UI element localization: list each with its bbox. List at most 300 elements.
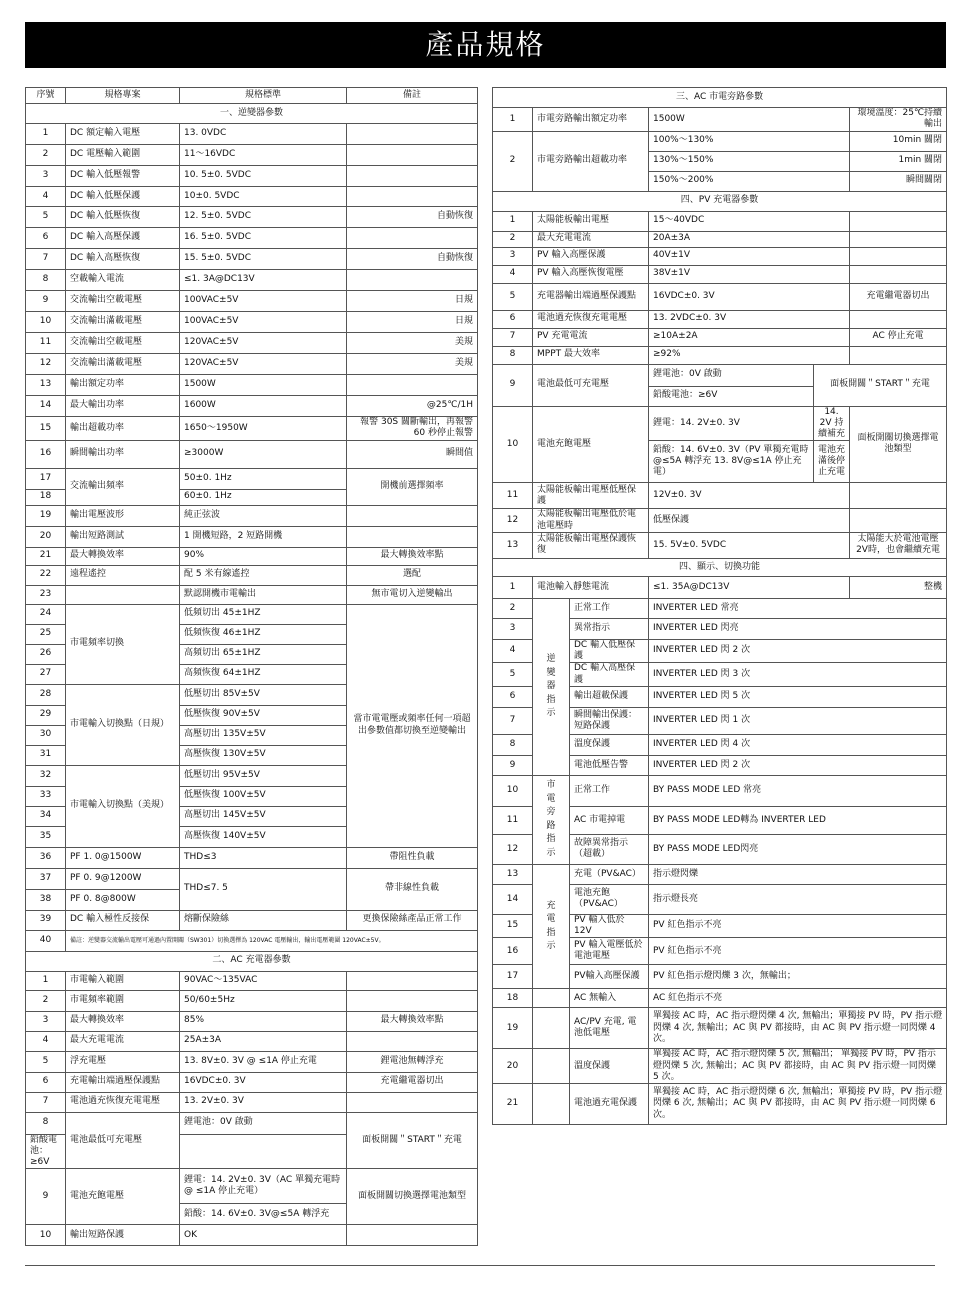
table-row [26, 971, 478, 990]
table-row [26, 1112, 478, 1134]
table-row [493, 131, 947, 151]
table-cell: 20 [493, 1049, 533, 1084]
table-row [26, 951, 478, 971]
table-cell: 高頻切出 65±1HZ [180, 644, 347, 664]
table-cell: 高壓恢復 130V±5V [180, 745, 347, 765]
empty-cell [533, 1008, 570, 1049]
table-cell: 4 [26, 1031, 66, 1051]
table-cell: 配 5 米有線遙控 [180, 565, 347, 585]
table-cell: 32 [26, 765, 66, 786]
table-cell [347, 1031, 478, 1051]
table-cell: PV 紅色指示燈閃爍 3 次，無輸出； [649, 965, 947, 989]
table-cell [347, 228, 478, 249]
table-cell: 16VDC±0. 3V [649, 283, 850, 310]
table-cell: 瞬間關閉 [850, 171, 947, 191]
table-cell: 電池充飽電壓 [66, 1169, 180, 1225]
table-cell: INVERTER LED 閃 2 次 [649, 639, 947, 663]
table-cell: 太陽能大於電池電壓2V時，也會繼續充電 [850, 532, 947, 558]
table-cell: 100%～130% [649, 131, 850, 151]
section-title: 四、PV 充電器參數 [493, 191, 947, 211]
table-cell: 1 [493, 108, 533, 132]
table-row [26, 565, 478, 585]
table-cell: 開機前選擇頻率 [347, 468, 478, 505]
table-cell: 電池最低可充電壓 [533, 364, 649, 406]
table-row [26, 270, 478, 291]
table-cell: THD≤3 [180, 847, 347, 868]
table-cell: 19 [493, 1008, 533, 1049]
table-cell: 2 [26, 990, 66, 1011]
section-title: 三、AC 市電旁路參數 [493, 88, 947, 108]
table-cell: 12 [493, 509, 533, 533]
table-cell: 6 [26, 228, 66, 249]
table-cell: PV 充電電流 [533, 328, 649, 346]
table-row [26, 312, 478, 333]
table-cell: 太陽能板輸出電壓保護恢復 [533, 532, 649, 558]
table-cell: AC 無輸入 [570, 989, 649, 1008]
table-cell: ≥92% [649, 346, 850, 364]
table-row [26, 1051, 478, 1072]
empty-cell [533, 989, 570, 1008]
table-row [26, 124, 478, 145]
table-row [26, 166, 478, 187]
table-row [26, 440, 478, 468]
table-cell: 交流輸出滿載電壓 [66, 354, 180, 375]
table-cell: 遠程遙控 [66, 565, 180, 585]
table-cell: PV 輸入低於 12V [570, 914, 649, 938]
table-cell: 40V±1V [649, 247, 850, 265]
table-cell: 13 [26, 375, 66, 396]
table-cell: ≥10A±2A [649, 328, 850, 346]
table-row [26, 207, 478, 228]
table-cell: DC 輸入低壓恢復 [66, 207, 180, 228]
table-cell: 12 [26, 354, 66, 375]
table-row [493, 88, 947, 108]
table-cell: 10min 關閉 [850, 131, 947, 151]
table-cell: 11 [26, 333, 66, 354]
table-cell: 最大轉換效率點 [347, 1011, 478, 1031]
table-cell: 10 [26, 1225, 66, 1246]
table-cell [347, 187, 478, 207]
table-cell: 低頻恢復 46±1HZ [180, 624, 347, 644]
table-cell [66, 585, 180, 604]
table-cell: 7 [493, 707, 533, 734]
table-cell: 4 [493, 265, 533, 283]
group-label-text: 市電旁路指示 [546, 780, 556, 858]
table-cell: 8 [493, 346, 533, 364]
table-cell: 最大充電電流 [66, 1031, 180, 1051]
table-cell: 33 [26, 786, 66, 806]
table-row [493, 483, 947, 509]
table-cell: 純正弦波 [180, 505, 347, 526]
table-cell: 30 [26, 725, 66, 745]
table-cell: 15 [493, 914, 533, 938]
table-cell [850, 310, 947, 328]
table-cell: 27 [26, 664, 66, 684]
table-cell: 10±0. 5VDC [180, 187, 347, 207]
table-row [493, 364, 947, 386]
table-cell: ≥3000W [180, 440, 347, 468]
table-cell [347, 505, 478, 526]
table-cell: 28 [26, 684, 66, 705]
section-title: 二、AC 充電器參數 [26, 951, 478, 971]
table-cell: DC 輸入高壓保護 [66, 228, 180, 249]
table-cell [347, 166, 478, 187]
table-row [493, 191, 947, 211]
table-cell: 最大轉換效率 [66, 547, 180, 565]
table-cell: AC/PV 充電, 電池低電壓 [570, 1008, 649, 1049]
table-row [26, 145, 478, 166]
table-row [26, 1092, 478, 1112]
table-cell: 鉛酸電池：≥6V [26, 1134, 66, 1169]
empty-cell [533, 1084, 570, 1125]
table-cell: 1 [493, 576, 533, 598]
table-row [493, 532, 947, 558]
empty-cell [533, 1049, 570, 1084]
table-cell: 自動恢復 [347, 249, 478, 270]
table-cell: 最大充電電流 [533, 231, 649, 247]
table-cell: THD≤7. 5 [180, 868, 347, 910]
table-cell: 整機 [850, 576, 947, 598]
table-cell: 18 [26, 489, 66, 505]
table-cell: 24 [26, 604, 66, 624]
table-cell: BY PASS MODE LED 常亮 [649, 775, 947, 806]
table-cell: 美規 [347, 354, 478, 375]
table-cell [850, 247, 947, 265]
table-cell: PF 1. 0@1500W [66, 847, 180, 868]
table-cell: 130%～150% [649, 151, 850, 171]
table-cell: 電池過充恢復充電電壓 [533, 310, 649, 328]
table-cell: 1500W [180, 375, 347, 396]
column-header: 規格標準 [180, 88, 347, 104]
table-cell: 當市電電壓或頻率任何一項超出參數值都切換至逆變輸出 [347, 604, 478, 847]
table-cell: 60±0. 1Hz [180, 489, 347, 505]
table-row [493, 1084, 947, 1125]
section-title: 四、顯示、切換功能 [493, 558, 947, 576]
table-cell: 35 [26, 826, 66, 847]
table-cell: 13. 2VDC±0. 3V [649, 310, 850, 328]
table-cell: 市電頻率切換 [66, 604, 180, 684]
table-cell [850, 231, 947, 247]
table-cell: 輸出電壓波形 [66, 505, 180, 526]
table-cell [850, 483, 947, 509]
table-cell: 13 [493, 532, 533, 558]
group-label [533, 598, 570, 775]
table-cell: INVERTER LED 閃 5 次 [649, 686, 947, 707]
table-cell: 9 [493, 364, 533, 406]
table-cell: 7 [26, 1092, 66, 1112]
group-label [533, 775, 570, 864]
table-cell: 25A±3A [180, 1031, 347, 1051]
table-cell: 充電（PV&AC） [570, 864, 649, 884]
table-cell: 低壓切出 85V±5V [180, 684, 347, 705]
table-cell: 14. 2V 持續補充 [814, 406, 850, 441]
table-cell: 高壓恢復 140V±5V [180, 826, 347, 847]
table-cell: 異常指示 [570, 618, 649, 639]
table-cell: 16 [26, 440, 66, 468]
table-cell: INVERTER LED 閃 1 次 [649, 707, 947, 734]
table-cell: 最大轉換效率 [66, 1011, 180, 1031]
table-row [493, 283, 947, 310]
table-cell: 20 [26, 526, 66, 547]
table-cell: 電池最低可充電壓 [66, 1112, 180, 1169]
table-row [26, 187, 478, 207]
table-cell: 2 [493, 231, 533, 247]
table-row [493, 1008, 947, 1049]
table-cell: 6 [493, 310, 533, 328]
column-header: 序號 [26, 88, 66, 104]
group-label [533, 864, 570, 989]
table-row [26, 1169, 478, 1204]
table-cell: 太陽能板輸出電壓低壓保護 [533, 483, 649, 509]
table-cell: 25 [26, 624, 66, 644]
table-row [493, 775, 947, 806]
table-cell: 電池過充恢復充電電壓 [66, 1092, 180, 1112]
table-cell: 5 [493, 663, 533, 687]
table-cell [347, 1092, 478, 1112]
table-cell: 日規 [347, 312, 478, 333]
table-cell: 10 [26, 312, 66, 333]
table-cell: 1 開機短路，2 短路開機 [180, 526, 347, 547]
table-cell: 日規 [347, 291, 478, 312]
table-row [26, 526, 478, 547]
table-cell: 低壓保護 [649, 509, 850, 533]
table-cell: 9 [493, 755, 533, 775]
table-row [493, 265, 947, 283]
table-cell: PV 紅色指示不亮 [649, 938, 947, 965]
table-cell: 正常工作 [570, 598, 649, 618]
table-cell: 15. 5V±0. 5VDC [649, 532, 850, 558]
table-cell: 最大轉換效率點 [347, 547, 478, 565]
table-cell: 交流輸出空載電壓 [66, 333, 180, 354]
table-cell: 市電輸入範圍 [66, 971, 180, 990]
row-number: 9 [26, 1169, 66, 1225]
table-cell: 電池過充電保護 [570, 1084, 649, 1125]
group-label-text: 逆變器指示 [546, 654, 556, 718]
table-cell: 面板開關＂START＂充電 [347, 1112, 478, 1169]
table-cell: 22 [26, 565, 66, 585]
table-cell: @25℃/1H [347, 396, 478, 417]
table-cell: 瞬間輸出保護：短路保護 [570, 707, 649, 734]
table-cell: 16. 5±0. 5VDC [180, 228, 347, 249]
table-cell: 38 [26, 889, 66, 910]
table-cell: BY PASS MODE LED轉為 INVERTER LED [649, 806, 947, 834]
table-cell: 10 [493, 775, 533, 806]
table-cell: 高壓切出 145V±5V [180, 806, 347, 826]
table-cell [850, 211, 947, 231]
table-cell: 備註：逆變器交流輸出電壓可通過內置開關（SW301）切換選擇為 120VAC 電壓輸出，輸出電壓範圍 120VAC±5V。 [66, 930, 478, 951]
table-cell: 11～16VDC [180, 145, 347, 166]
table-cell: PF 0. 8@800W [66, 889, 180, 910]
table-row [26, 604, 478, 624]
table-cell: INVERTER LED 常亮 [649, 598, 947, 618]
table-row [493, 211, 947, 231]
table-cell: 50±0. 1Hz [180, 468, 347, 489]
table-cell: 指示燈閃爍 [649, 864, 947, 884]
table-cell: 太陽能板輸出電壓 [533, 211, 649, 231]
table-cell: 100VAC±5V [180, 312, 347, 333]
table-cell: DC 電壓輸入範圍 [66, 145, 180, 166]
table-cell [850, 509, 947, 533]
table-cell: 面板開關切換選擇電池類型 [347, 1169, 478, 1225]
table-cell [347, 990, 478, 1011]
table-cell: PF 0. 9@1200W [66, 868, 180, 889]
table-cell: 無市電切入逆變輸出 [347, 585, 478, 604]
column-header: 規格專案 [66, 88, 180, 104]
table-cell: 面板開關切換選擇電池類型 [850, 406, 947, 483]
table-cell: 6 [26, 1072, 66, 1092]
table-cell: 電池充飽（PV&AC） [570, 884, 649, 914]
table-cell: DC 輸入低壓報警 [66, 166, 180, 187]
table-cell: 8 [26, 270, 66, 291]
table-cell: INVERTER LED 閃亮 [649, 618, 947, 639]
table-cell [347, 375, 478, 396]
table-row [26, 333, 478, 354]
table-row [26, 1011, 478, 1031]
table-cell: 低壓恢復 90V±5V [180, 705, 347, 725]
table-cell: 16 [493, 938, 533, 965]
table-cell: 14 [26, 396, 66, 417]
table-cell: 低壓恢復 100V±5V [180, 786, 347, 806]
table-cell: DC 輸入低壓保護 [570, 639, 649, 663]
table-cell: 1650～1950W [180, 417, 347, 441]
table-row [26, 868, 478, 889]
table-cell: 高頻恢復 64±1HZ [180, 664, 347, 684]
table-cell: 正常工作 [570, 775, 649, 806]
table-cell: 輸出短路測試 [66, 526, 180, 547]
table-cell: 充電輸出端過壓保護點 [66, 1072, 180, 1092]
table-row [493, 346, 947, 364]
table-cell: 34 [26, 806, 66, 826]
table-cell: 26 [26, 644, 66, 664]
table-cell: MPPT 最大效率 [533, 346, 649, 364]
page-title: 產品規格 [25, 22, 946, 68]
table-row [26, 547, 478, 565]
table-cell: 1min 關閉 [850, 151, 947, 171]
table-row [493, 1049, 947, 1084]
table-cell: 5 [26, 207, 66, 228]
table-cell: 15 [26, 417, 66, 441]
table-cell: AC 紅色指示不亮 [649, 989, 947, 1008]
table-cell: 輸出額定功率 [66, 375, 180, 396]
table-cell: 15～40VDC [649, 211, 850, 231]
table-row [26, 417, 478, 441]
table-row [26, 468, 478, 489]
table-cell: DC 輸入極性反接保 [66, 910, 180, 930]
table-cell: 1600W [180, 396, 347, 417]
table-row [26, 1072, 478, 1092]
table-cell: 3 [26, 166, 66, 187]
table-row [26, 910, 478, 930]
table-cell: 13. 2V±0. 3V [180, 1092, 347, 1112]
table-row [493, 406, 947, 441]
table-cell: 19 [26, 505, 66, 526]
table-cell: 18 [493, 989, 533, 1008]
table-cell: 低壓切出 95V±5V [180, 765, 347, 786]
table-cell [850, 346, 947, 364]
table-row [26, 585, 478, 604]
table-cell: 溫度保護 [570, 734, 649, 755]
table-cell: 36 [26, 847, 66, 868]
table-row [493, 310, 947, 328]
table-row [26, 291, 478, 312]
table-row [26, 375, 478, 396]
table-row [493, 509, 947, 533]
table-cell: INVERTER LED 閃 4 次 [649, 734, 947, 755]
table-cell: ≤1. 35A@DC13V [649, 576, 850, 598]
table-cell: 低頻切出 45±1HZ [180, 604, 347, 624]
table-cell: 浮充電壓 [66, 1051, 180, 1072]
table-cell: 13. 8V±0. 3V @ ≤1A 停止充電 [180, 1051, 347, 1072]
table-row [493, 108, 947, 132]
table-cell: 3 [26, 1011, 66, 1031]
table-row [26, 88, 478, 104]
table-cell: 13. 0VDC [180, 124, 347, 145]
table-cell: 1 [493, 211, 533, 231]
table-cell: 85% [180, 1011, 347, 1031]
table-cell: 29 [26, 705, 66, 725]
table-row [493, 328, 947, 346]
table-cell: 150%～200% [649, 171, 850, 191]
table-cell: 更換保險絲產品正常工作 [347, 910, 478, 930]
table-cell: INVERTER LED 閃 2 次 [649, 755, 947, 775]
table-cell: 120VAC±5V [180, 333, 347, 354]
table-cell: 10. 5±0. 5VDC [180, 166, 347, 187]
table-cell: 環境溫度：25℃持續輸出 [850, 108, 947, 132]
table-cell: 高壓切出 135V±5V [180, 725, 347, 745]
table-cell: 輸出短路保護 [66, 1225, 180, 1246]
table-cell: 美規 [347, 333, 478, 354]
table-cell: 8 [26, 1112, 66, 1134]
table-cell: 帶阻性負載 [347, 847, 478, 868]
left-spec-table [25, 87, 478, 1246]
table-row [493, 989, 947, 1008]
table-cell: 鋰電池無轉浮充 [347, 1051, 478, 1072]
table-cell: 電池輸入靜態電流 [533, 576, 649, 598]
table-cell: 14 [493, 884, 533, 914]
table-cell: 充電繼電器切出 [850, 283, 947, 310]
table-row [493, 558, 947, 576]
table-cell: 熔斷保險絲 [180, 910, 347, 930]
table-cell: 瞬間輸出功率 [66, 440, 180, 468]
table-cell: 默認開機市電輸出 [180, 585, 347, 604]
table-cell: 單獨接 AC 時，AC 指示燈閃爍 4 次, 無輸出；單獨接 PV 時，PV 指示燈閃爍 4 次, 無輸出；AC 與 PV 都接時，由 AC 與 PV 指示燈一同閃爍 4 次。 [649, 1008, 947, 1049]
section-title: 一、逆變器參數 [26, 104, 478, 124]
table-cell: 2 [26, 145, 66, 166]
table-cell: 鋰電：14. 2V±0. 3V（AC 單獨充電時 @ ≤1A 停止充電） [180, 1169, 347, 1204]
table-cell [347, 971, 478, 990]
table-cell: PV 輸入高壓保護 [533, 247, 649, 265]
table-cell: 4 [493, 639, 533, 663]
table-cell: 13 [493, 864, 533, 884]
table-cell: 16VDC±0. 3V [180, 1072, 347, 1092]
table-cell: 交流輸出滿載電壓 [66, 312, 180, 333]
table-cell: 太陽能板輸出電壓低於電池電壓時 [533, 509, 649, 533]
table-cell: 3 [493, 247, 533, 265]
table-cell: 17 [493, 965, 533, 989]
table-cell [347, 1225, 478, 1246]
table-row [26, 228, 478, 249]
table-row [493, 864, 947, 884]
table-cell: 3 [493, 618, 533, 639]
table-cell: ≤1. 3A@DC13V [180, 270, 347, 291]
table-row [26, 396, 478, 417]
table-cell: 充電繼電器切出 [347, 1072, 478, 1092]
table-cell: 自動恢復 [347, 207, 478, 228]
table-cell: 溫度保護 [570, 1049, 649, 1084]
table-cell: PV 輸入高壓恢復電壓 [533, 265, 649, 283]
table-cell: 電池充滿後停止充電 [814, 441, 850, 483]
table-cell: AC 市電掉電 [570, 806, 649, 834]
